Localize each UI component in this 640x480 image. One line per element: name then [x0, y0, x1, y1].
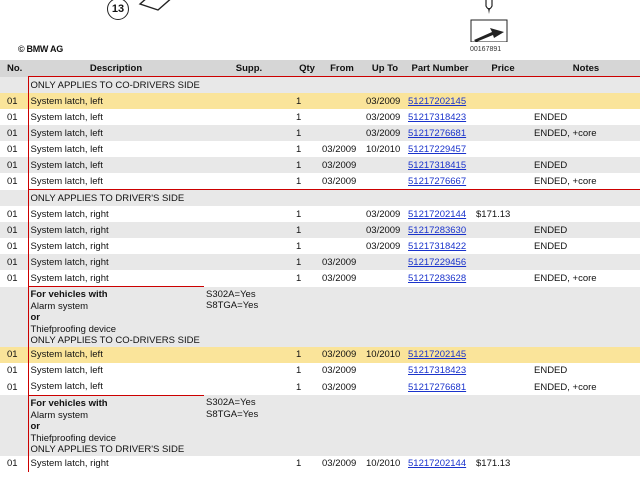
item-qty: 1	[294, 347, 320, 363]
part-number-link[interactable]: 51217202144	[408, 208, 467, 220]
part-number-link[interactable]: 51217229457	[408, 143, 467, 155]
condition-line: Alarm system	[30, 409, 89, 421]
item-no: 01	[0, 109, 28, 125]
col-supp: Supp.	[204, 60, 294, 77]
item-upto: 03/2009	[364, 222, 406, 238]
item-qty: 1	[294, 222, 320, 238]
parts-table	[0, 60, 640, 472]
item-no: 01	[0, 157, 28, 173]
item-description: System latch, left	[28, 363, 204, 379]
item-no: 01	[0, 173, 28, 190]
condition-text	[28, 395, 204, 455]
item-upto: 10/2010	[364, 141, 406, 157]
item-upto: 10/2010	[364, 456, 406, 472]
table-row[interactable]	[0, 206, 640, 222]
condition-line: Alarm system	[30, 300, 89, 312]
item-no: 01	[0, 93, 28, 109]
col-upto: Up To	[364, 60, 406, 77]
item-no: 01	[0, 206, 28, 222]
item-from: 03/2009	[320, 254, 364, 270]
diagram-thumbnail-icon	[470, 0, 508, 42]
item-notes: ENDED, +core	[532, 125, 640, 141]
col-qty: Qty	[294, 60, 320, 77]
item-upto: 03/2009	[364, 238, 406, 254]
item-description: System latch, left	[28, 173, 204, 190]
item-from: 03/2009	[320, 141, 364, 157]
item-part-number	[406, 270, 474, 287]
item-price	[474, 141, 532, 157]
item-upto	[364, 363, 406, 379]
item-no: 01	[0, 141, 28, 157]
item-from	[320, 125, 364, 141]
table-row[interactable]	[0, 363, 640, 379]
table-header-row	[0, 60, 640, 77]
item-description: System latch, right	[28, 270, 204, 287]
item-price	[474, 379, 532, 396]
item-part-number	[406, 109, 474, 125]
item-from: 03/2009	[320, 363, 364, 379]
item-description: System latch, right	[28, 456, 204, 472]
item-notes	[532, 206, 640, 222]
item-from: 03/2009	[320, 379, 364, 396]
item-upto	[364, 173, 406, 190]
condition-line: ONLY APPLIES TO CO-DRIVERS SIDE	[30, 335, 200, 347]
table-row[interactable]	[0, 109, 640, 125]
item-upto	[364, 379, 406, 396]
condition-line: Thiefproofing device	[30, 432, 117, 444]
item-qty: 1	[294, 93, 320, 109]
item-supp	[204, 238, 294, 254]
col-notes: Notes	[532, 60, 640, 77]
item-price	[474, 157, 532, 173]
diagram-id: 00167891	[470, 46, 502, 53]
empty-cell	[0, 190, 28, 207]
supp-value: S302A=Yes	[206, 288, 256, 300]
condition-line: For vehicles with	[30, 289, 108, 300]
item-notes: ENDED	[532, 238, 640, 254]
item-notes	[532, 254, 640, 270]
empty-cell	[294, 395, 640, 455]
item-description: System latch, right	[28, 222, 204, 238]
part-number-link[interactable]: 51217283630	[408, 224, 467, 236]
col-from: From	[320, 60, 364, 77]
item-description: System latch, left	[28, 141, 204, 157]
item-no: 01	[0, 125, 28, 141]
item-qty: 1	[294, 456, 320, 472]
item-supp	[204, 125, 294, 141]
part-number-link[interactable]: 51217276667	[408, 175, 467, 187]
condition-text	[28, 287, 204, 347]
item-supp	[204, 222, 294, 238]
item-notes	[532, 93, 640, 109]
condition-row	[0, 395, 640, 455]
item-qty: 1	[294, 379, 320, 396]
table-row[interactable]	[0, 157, 640, 173]
condition-line: ONLY APPLIES TO DRIVER'S SIDE	[30, 444, 185, 456]
condition-line: or	[30, 421, 40, 433]
condition-line: or	[30, 312, 40, 324]
item-price	[474, 347, 532, 363]
supp-value: S8TGA=Yes	[206, 409, 259, 421]
item-part-number	[406, 238, 474, 254]
empty-cell	[0, 77, 28, 94]
section-label: ONLY APPLIES TO CO-DRIVERS SIDE	[28, 77, 640, 94]
item-price	[474, 270, 532, 287]
item-supp	[204, 456, 294, 472]
item-supp	[204, 363, 294, 379]
item-from: 03/2009	[320, 157, 364, 173]
item-qty: 1	[294, 206, 320, 222]
item-notes	[532, 347, 640, 363]
item-price: $171.13	[474, 456, 532, 472]
item-part-number	[406, 254, 474, 270]
col-price: Price	[474, 60, 532, 77]
item-supp	[204, 109, 294, 125]
empty-cell	[0, 287, 28, 347]
item-qty: 1	[294, 173, 320, 190]
item-part-number	[406, 93, 474, 109]
item-price	[474, 109, 532, 125]
item-description: System latch, left	[28, 157, 204, 173]
item-notes: ENDED, +core	[532, 270, 640, 287]
part-number-link[interactable]: 51217276681	[408, 127, 467, 139]
item-price	[474, 254, 532, 270]
part-number-link[interactable]: 51217318423	[408, 111, 467, 123]
item-price	[474, 222, 532, 238]
part-number-link[interactable]: 51217276681	[408, 381, 467, 393]
item-supp	[204, 93, 294, 109]
item-upto	[364, 270, 406, 287]
copyright: © BMW AG	[18, 44, 63, 54]
part-number-link[interactable]: 51217283628	[408, 272, 467, 284]
item-description: System latch, left	[28, 93, 204, 109]
item-description: System latch, left	[28, 347, 204, 363]
item-from	[320, 93, 364, 109]
item-from	[320, 206, 364, 222]
item-notes: ENDED, +core	[532, 379, 640, 396]
empty-cell	[294, 287, 640, 347]
part-number-link[interactable]: 51217318422	[408, 240, 467, 252]
item-no: 01	[0, 222, 28, 238]
col-no: No.	[0, 60, 28, 77]
item-notes: ENDED	[532, 363, 640, 379]
item-from: 03/2009	[320, 270, 364, 287]
diagram-header	[0, 0, 640, 60]
item-supp	[204, 173, 294, 190]
item-qty: 1	[294, 238, 320, 254]
item-no: 01	[0, 363, 28, 379]
item-notes: ENDED	[532, 222, 640, 238]
item-description: System latch, right	[28, 206, 204, 222]
item-qty: 1	[294, 141, 320, 157]
condition-line: For vehicles with	[30, 397, 108, 409]
item-upto: 03/2009	[364, 93, 406, 109]
item-no: 01	[0, 254, 28, 270]
item-part-number	[406, 222, 474, 238]
part-sketch-icon	[136, 0, 176, 12]
empty-cell	[0, 395, 28, 455]
supp-value: S302A=Yes	[206, 397, 256, 409]
item-from	[320, 109, 364, 125]
item-price	[474, 93, 532, 109]
item-part-number	[406, 206, 474, 222]
item-part-number	[406, 379, 474, 396]
table-row[interactable]	[0, 173, 640, 190]
supp-value: S8TGA=Yes	[206, 300, 259, 312]
item-qty: 1	[294, 157, 320, 173]
item-upto: 03/2009	[364, 109, 406, 125]
table-row[interactable]	[0, 270, 640, 287]
part-number-link[interactable]: 51217202145	[408, 95, 467, 107]
item-qty: 1	[294, 125, 320, 141]
section-header-row	[0, 190, 640, 207]
part-number-link[interactable]: 51217202145	[408, 349, 467, 361]
table-row[interactable]	[0, 254, 640, 270]
item-price	[474, 125, 532, 141]
part-number-link[interactable]: 51217318415	[408, 159, 467, 171]
item-from	[320, 238, 364, 254]
item-supp	[204, 206, 294, 222]
section-header-row	[0, 77, 640, 94]
item-upto: 10/2010	[364, 347, 406, 363]
item-part-number	[406, 347, 474, 363]
item-description: System latch, right	[28, 238, 204, 254]
item-price	[474, 363, 532, 379]
item-supp	[204, 347, 294, 363]
item-from: 03/2009	[320, 347, 364, 363]
item-description: System latch, left	[28, 109, 204, 125]
part-number-link[interactable]: 51217229456	[408, 256, 467, 268]
item-supp	[204, 379, 294, 396]
part-number-link[interactable]: 51217202144	[408, 458, 467, 470]
col-description: Description	[28, 60, 204, 77]
condition-line: Thiefproofing device	[30, 323, 117, 335]
item-part-number	[406, 363, 474, 379]
item-no: 01	[0, 379, 28, 396]
item-part-number	[406, 141, 474, 157]
item-supp	[204, 141, 294, 157]
item-upto	[364, 254, 406, 270]
item-part-number	[406, 125, 474, 141]
item-part-number	[406, 173, 474, 190]
condition-row	[0, 287, 640, 347]
item-from: 03/2009	[320, 173, 364, 190]
item-supp	[204, 254, 294, 270]
item-description: System latch, left	[28, 379, 204, 396]
table-row[interactable]	[0, 93, 640, 109]
item-qty: 1	[294, 254, 320, 270]
table-row[interactable]	[0, 141, 640, 157]
item-part-number	[406, 157, 474, 173]
condition-supp	[204, 395, 294, 455]
item-no: 01	[0, 270, 28, 287]
item-description: System latch, left	[28, 125, 204, 141]
item-qty: 1	[294, 363, 320, 379]
item-notes: ENDED	[532, 157, 640, 173]
item-upto: 03/2009	[364, 206, 406, 222]
item-from	[320, 222, 364, 238]
item-price	[474, 173, 532, 190]
item-upto	[364, 157, 406, 173]
table-row[interactable]	[0, 347, 640, 363]
table-row[interactable]	[0, 379, 640, 396]
col-part-number: Part Number	[406, 60, 474, 77]
item-notes	[532, 456, 640, 472]
item-no: 01	[0, 347, 28, 363]
item-description: System latch, right	[28, 254, 204, 270]
item-notes	[532, 141, 640, 157]
item-no: 01	[0, 456, 28, 472]
callout-number: 13	[107, 0, 129, 20]
item-qty: 1	[294, 109, 320, 125]
item-price	[474, 238, 532, 254]
item-price: $171.13	[474, 206, 532, 222]
table-row[interactable]	[0, 456, 640, 472]
table-row[interactable]	[0, 238, 640, 254]
item-qty: 1	[294, 270, 320, 287]
table-row[interactable]	[0, 222, 640, 238]
item-notes: ENDED	[532, 109, 640, 125]
item-supp	[204, 270, 294, 287]
item-supp	[204, 157, 294, 173]
item-from: 03/2009	[320, 456, 364, 472]
part-number-link[interactable]: 51217318423	[408, 365, 467, 377]
item-no: 01	[0, 238, 28, 254]
item-notes: ENDED, +core	[532, 173, 640, 190]
item-part-number	[406, 456, 474, 472]
table-body	[0, 77, 640, 472]
table-row[interactable]	[0, 125, 640, 141]
item-upto: 03/2009	[364, 125, 406, 141]
condition-supp	[204, 287, 294, 347]
section-label: ONLY APPLIES TO DRIVER'S SIDE	[28, 190, 640, 207]
